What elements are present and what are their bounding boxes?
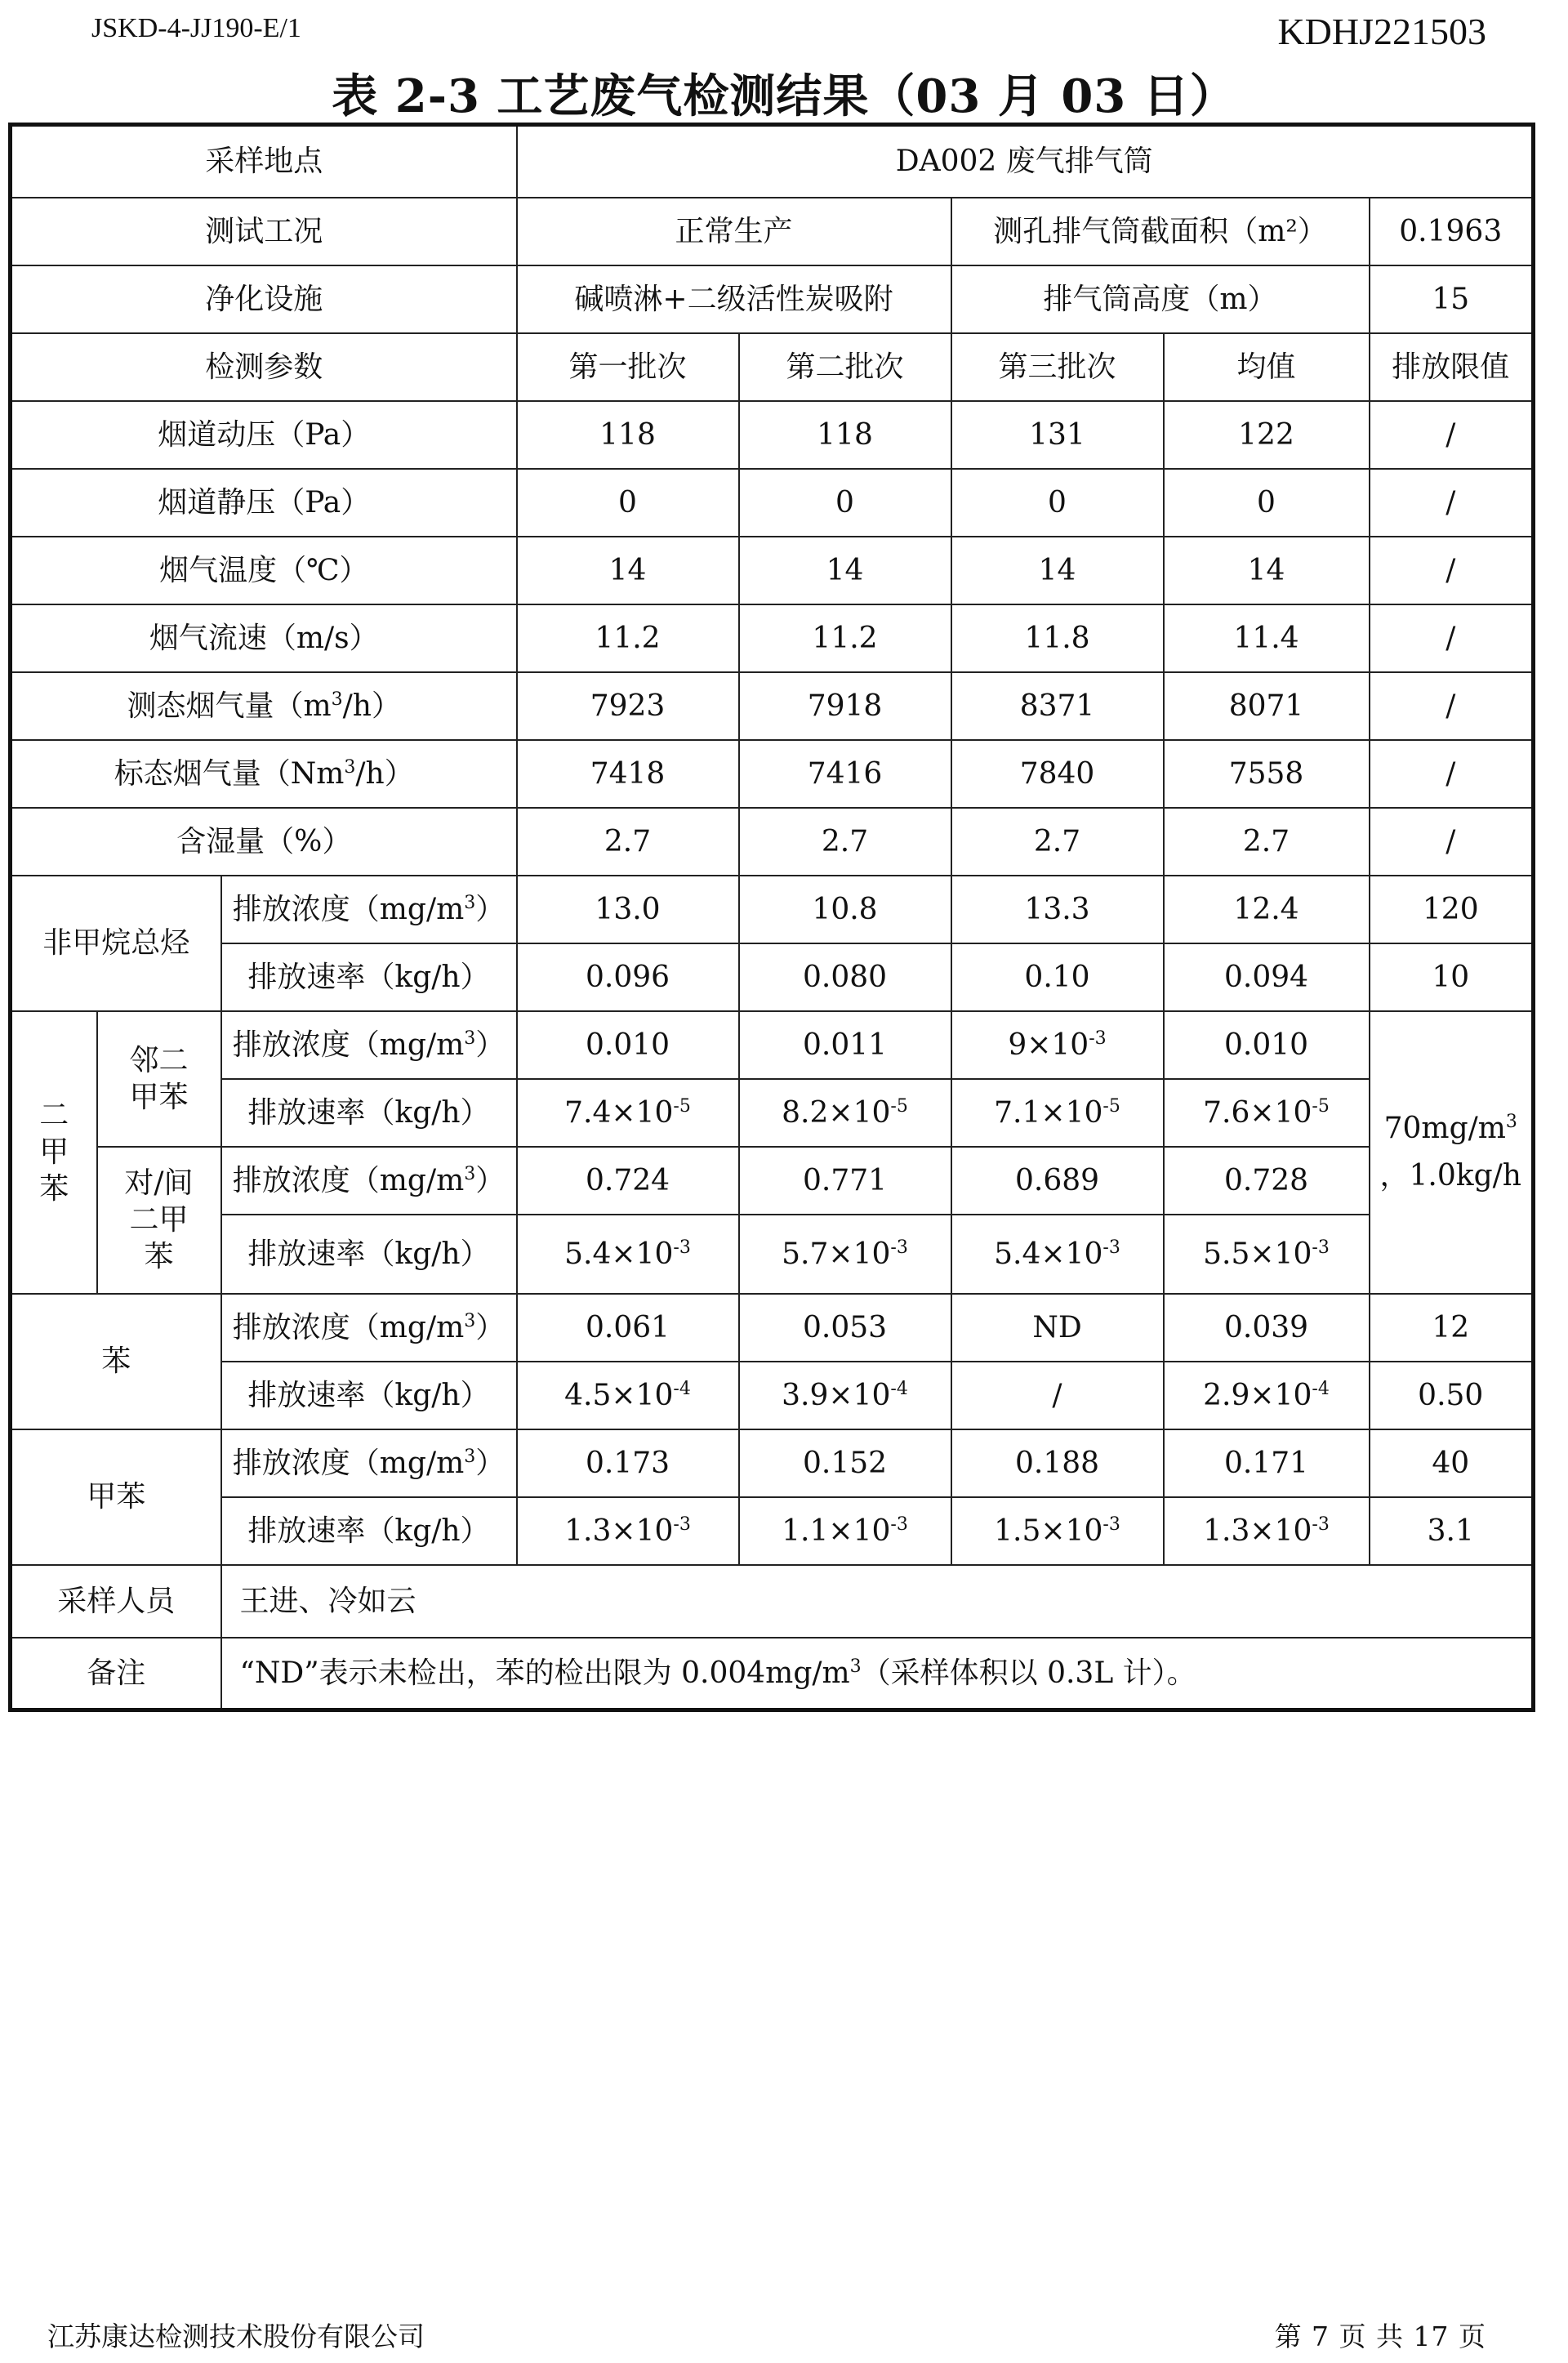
table-title: 表 2-3 工艺废气检测结果（03 月 03 日） [332, 69, 1236, 123]
table-row [11, 1147, 1534, 1215]
cell-value: 14 [739, 537, 951, 604]
cell-value: 7923 [517, 672, 739, 740]
table-row [11, 1362, 1534, 1429]
sampling-site-label: 采样地点 [11, 125, 517, 198]
cell-value: 0 [951, 469, 1164, 537]
cell-value: ND [951, 1294, 1164, 1362]
cell-value: 118 [517, 401, 739, 469]
col-batch2: 第二批次 [739, 333, 951, 401]
cell-value: 14 [517, 537, 739, 604]
cell-value: 0.039 [1164, 1294, 1370, 1362]
cell-value: $5.4\times 10^{-3}$ [951, 1215, 1164, 1294]
cell-value: $1.5\times 10^{-3}$ [951, 1497, 1164, 1565]
cell-value: $7.4\times 10^{-5}$ [517, 1079, 739, 1147]
table-row [11, 1011, 1534, 1079]
cell-value: 7918 [739, 672, 951, 740]
cell-value: $4.5\times 10^{-4}$ [517, 1362, 739, 1429]
cell-value: $3.9\times 10^{-4}$ [739, 1362, 951, 1429]
col-batch1: 第一批次 [517, 333, 739, 401]
cell-value: $5.5\times 10^{-3}$ [1164, 1215, 1370, 1294]
cell-value: 0.728 [1164, 1147, 1370, 1215]
cell-value: / [1370, 401, 1534, 469]
cell-value: / [1370, 604, 1534, 672]
cell-value: 0.053 [739, 1294, 951, 1362]
cell-value: 0.011 [739, 1011, 951, 1079]
metric-label: 排放速率（kg/h） [221, 1215, 517, 1294]
cell-value: / [1370, 672, 1534, 740]
metric-label: 排放浓度$(mg/m^3)$ [221, 1294, 517, 1362]
table-row [11, 604, 1534, 672]
column-header-row [11, 333, 1534, 401]
table-row [11, 537, 1534, 604]
height-value: 15 [1370, 265, 1534, 333]
cell-value: $5.7\times 10^{-3}$ [739, 1215, 951, 1294]
cell-value: 11.2 [517, 604, 739, 672]
cell-value: 7558 [1164, 740, 1370, 808]
cell-value: 11.4 [1164, 604, 1370, 672]
cell-value: $1.1\times 10^{-3}$ [739, 1497, 951, 1565]
cell-value: $9\times 10^{-3}$ [951, 1011, 1164, 1079]
cell-value: 0.50 [1370, 1362, 1534, 1429]
xylene-limit: $70mg/m^3$ ，1.0kg/h [1370, 1011, 1534, 1294]
cell-value: $2.9\times 10^{-4}$ [1164, 1362, 1370, 1429]
cell-value: / [1370, 740, 1534, 808]
cell-value: 120 [1370, 876, 1534, 943]
cell-value: 0 [739, 469, 951, 537]
purification-value: 碱喷淋+二级活性炭吸附 [517, 265, 951, 333]
table-row [11, 943, 1534, 1011]
metric-label: 排放浓度$(mg/m^3)$ [221, 876, 517, 943]
table-row [11, 1079, 1534, 1147]
cell-value: 0 [1164, 469, 1370, 537]
param-label: 标态烟气量（Nm$^3$/h） [11, 740, 517, 808]
cell-value: 13.0 [517, 876, 739, 943]
cell-value: 0.010 [517, 1011, 739, 1079]
cell-value: 3.1 [1370, 1497, 1534, 1565]
cell-value: 0.096 [517, 943, 739, 1011]
cell-value: 0.152 [739, 1429, 951, 1497]
table-row [11, 876, 1534, 943]
exhaust-gas-results-table [8, 123, 1535, 1712]
cell-value: 40 [1370, 1429, 1534, 1497]
area-label: 测孔排气筒截面积（m²） [951, 198, 1370, 265]
height-label: 排气筒高度（m） [951, 265, 1370, 333]
cell-value: / [1370, 469, 1534, 537]
table-row [11, 469, 1534, 537]
param-label: 烟气温度（℃） [11, 537, 517, 604]
page-number: 第 7 页 共 17 页 [1274, 2321, 1486, 2352]
cell-value: $5.4\times 10^{-3}$ [517, 1215, 739, 1294]
sampler-label: 采样人员 [11, 1565, 221, 1638]
cell-value: 12.4 [1164, 876, 1370, 943]
table-row [11, 1565, 1534, 1638]
metric-label: 排放速率（kg/h） [221, 943, 517, 1011]
param-label: 烟气流速（m/s） [11, 604, 517, 672]
cell-value: / [1370, 537, 1534, 604]
cell-value: / [951, 1362, 1164, 1429]
cell-value: 8071 [1164, 672, 1370, 740]
sampling-site-value: DA002 废气排气筒 [517, 125, 1534, 198]
condition-label: 测试工况 [11, 198, 517, 265]
pollutant-mp-xylene: 对/间 二甲 苯 [97, 1147, 221, 1294]
metric-label: 排放速率（kg/h） [221, 1362, 517, 1429]
cell-value: 8371 [951, 672, 1164, 740]
table-row [11, 740, 1534, 808]
cell-value: 11.8 [951, 604, 1164, 672]
cell-value: 0.188 [951, 1429, 1164, 1497]
cell-value: 0.724 [517, 1147, 739, 1215]
cell-value: 12 [1370, 1294, 1534, 1362]
table-row [11, 672, 1534, 740]
param-label: 测态烟气量$(m^3/h)$ [11, 672, 517, 740]
condition-value: 正常生产 [517, 198, 951, 265]
cell-value: 118 [739, 401, 951, 469]
metric-label: 排放速率（kg/h） [221, 1079, 517, 1147]
cell-value: 0.010 [1164, 1011, 1370, 1079]
table-row [11, 1497, 1534, 1565]
col-limit: 排放限值 [1370, 333, 1534, 401]
cell-value: 13.3 [951, 876, 1164, 943]
area-value: 0.1963 [1370, 198, 1534, 265]
metric-label: 排放浓度$(mg/m^3)$ [221, 1147, 517, 1215]
cell-value: 0.171 [1164, 1429, 1370, 1497]
cell-value: 0.094 [1164, 943, 1370, 1011]
company-name: 江苏康达检测技术股份有限公司 [47, 2321, 425, 2352]
note-value: “ND”表示未检出，苯的检出限为 $0.004mg/m^3$（采样体积以 0.3L 计）。 [221, 1638, 1534, 1710]
cell-value: 10 [1370, 943, 1534, 1011]
cell-value: 0.061 [517, 1294, 739, 1362]
cell-value: 0.173 [517, 1429, 739, 1497]
table-row [11, 125, 1534, 198]
metric-label: 排放浓度$(mg/m^3)$ [221, 1429, 517, 1497]
cell-value: 0.689 [951, 1147, 1164, 1215]
sampler-value: 王进、冷如云 [221, 1565, 1534, 1638]
table-row [11, 401, 1534, 469]
cell-value: 11.2 [739, 604, 951, 672]
document-code: JSKD-4-JJ190-E/1 [91, 13, 301, 43]
param-label: 烟道动压（Pa） [11, 401, 517, 469]
table-row [11, 1294, 1534, 1362]
cell-value: 14 [1164, 537, 1370, 604]
table-row [11, 808, 1534, 876]
col-batch3: 第三批次 [951, 333, 1164, 401]
cell-value: $1.3\times 10^{-3}$ [517, 1497, 739, 1565]
cell-value: 7840 [951, 740, 1164, 808]
pollutant-xylene: 二 甲 苯 [11, 1011, 97, 1294]
cell-value: 131 [951, 401, 1164, 469]
pollutant-benzene: 苯 [11, 1294, 221, 1429]
cell-value: 122 [1164, 401, 1370, 469]
cell-value: 0.080 [739, 943, 951, 1011]
param-label: 含湿量（%） [11, 808, 517, 876]
table-row [11, 1429, 1534, 1497]
cell-value: 7418 [517, 740, 739, 808]
cell-value: 0.771 [739, 1147, 951, 1215]
purification-label: 净化设施 [11, 265, 517, 333]
cell-value: 7416 [739, 740, 951, 808]
pollutant-nmhc: 非甲烷总烃 [11, 876, 221, 1011]
table-row [11, 1215, 1534, 1294]
cell-value: 2.7 [1164, 808, 1370, 876]
pollutant-toluene: 甲苯 [11, 1429, 221, 1565]
metric-label: 排放浓度$(mg/m^3)$ [221, 1011, 517, 1079]
pollutant-o-xylene: 邻二 甲苯 [97, 1011, 221, 1147]
cell-value: 0 [517, 469, 739, 537]
metric-label: 排放速率（kg/h） [221, 1497, 517, 1565]
report-number: KDHJ221503 [1277, 11, 1486, 52]
col-param: 检测参数 [11, 333, 517, 401]
cell-value: 2.7 [517, 808, 739, 876]
col-mean: 均值 [1164, 333, 1370, 401]
cell-value: 0.10 [951, 943, 1164, 1011]
cell-value: 14 [951, 537, 1164, 604]
cell-value: 2.7 [739, 808, 951, 876]
note-label: 备注 [11, 1638, 221, 1710]
param-label: 烟道静压（Pa） [11, 469, 517, 537]
table-row [11, 1638, 1534, 1710]
table-row [11, 198, 1534, 265]
table-row [11, 265, 1534, 333]
cell-value: / [1370, 808, 1534, 876]
cell-value: $7.6\times 10^{-5}$ [1164, 1079, 1370, 1147]
cell-value: 10.8 [739, 876, 951, 943]
cell-value: $7.1\times 10^{-5}$ [951, 1079, 1164, 1147]
cell-value: $1.3\times 10^{-3}$ [1164, 1497, 1370, 1565]
cell-value: $8.2\times 10^{-5}$ [739, 1079, 951, 1147]
cell-value: 2.7 [951, 808, 1164, 876]
